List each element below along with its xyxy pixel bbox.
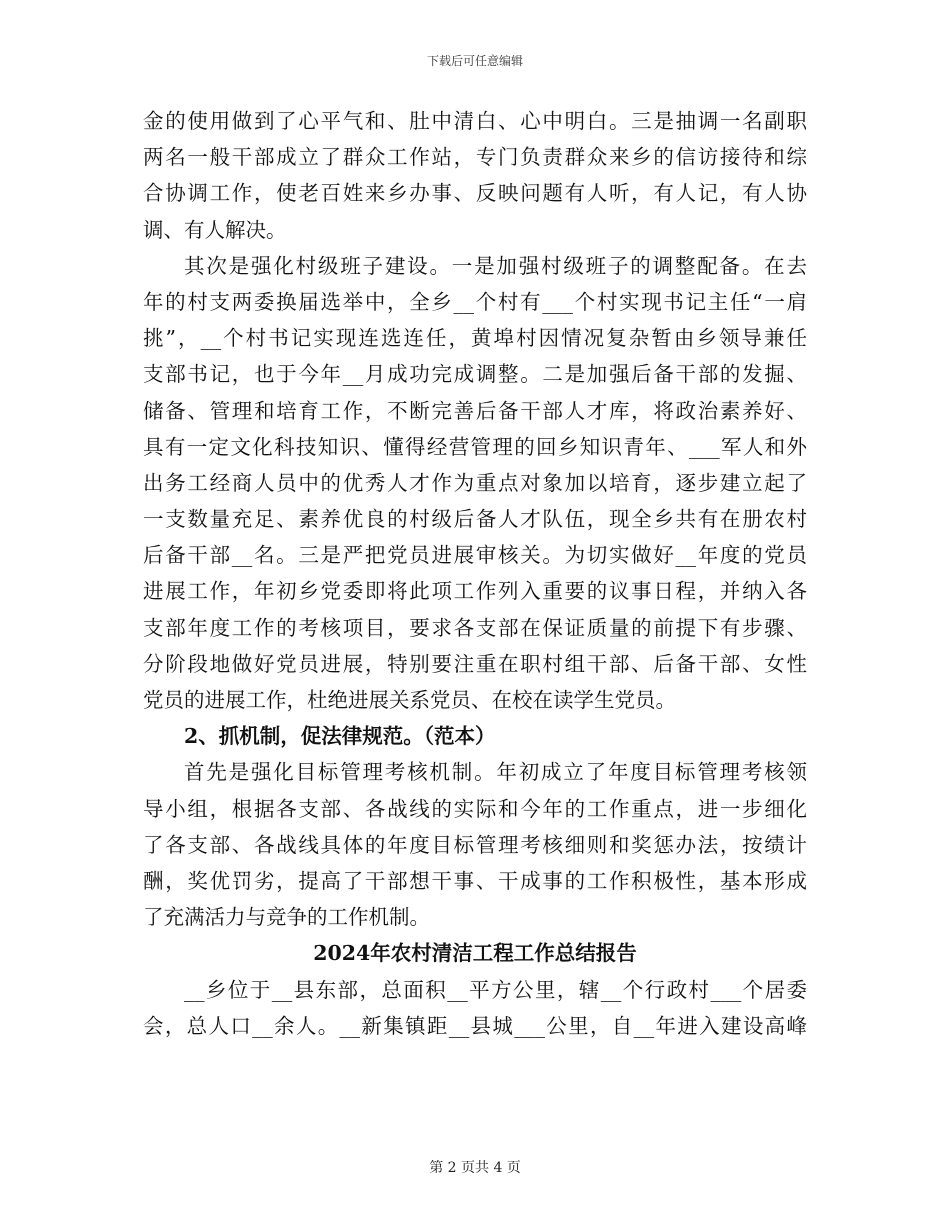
text-line: 进展工作，年初乡党委即将此项工作列入重要的议事日程，并纳入各 <box>143 579 807 604</box>
text-line: 支部书记，也于今年__月成功完成调整。二是加强后备干部的发掘、 <box>143 362 807 387</box>
text-line: 金的使用做到了心平气和、肚中清白、心中明白。三是抽调一名副职 <box>143 109 807 133</box>
text-line: 挑”，__个村书记实现连选连任，黄埠村因情况复杂暂由乡领导兼任 <box>143 326 807 351</box>
text-line: 出务工经商人员中的优秀人才作为重点对象加以培育，逐步建立起了 <box>143 470 807 495</box>
text-line: 党员的进展工作，杜绝进展关系党员、在校在读学生党员。 <box>143 688 676 712</box>
text-line: 具有一定文化科技知识、懂得经营管理的回乡知识青年、___军人和外 <box>143 434 807 459</box>
text-line: 两名一般干部成立了群众工作站，专门负责群众来乡的信访接待和综 <box>143 145 807 170</box>
page-footer: 第 2 页共 4 页 <box>429 1160 521 1176</box>
text-line: 酬，奖优罚劣，提高了干部想干事、干成事的工作积极性，基本形成 <box>143 868 807 893</box>
text-line: 储备、管理和培育工作，不断完善后备干部人才库，将政治素养好、 <box>143 398 807 423</box>
report-title: 2024年农村清洁工程工作总结报告 <box>313 941 637 966</box>
document-body <box>143 103 807 1044</box>
text-line: 调、有人解决。 <box>143 217 287 242</box>
text-line: 首先是强化目标管理考核机制。年初成立了年度目标管理考核领 <box>184 760 807 785</box>
page-header: 下载后可任意编辑 <box>426 54 523 68</box>
text-line: 支部年度工作的考核项目，要求各支部在保证质量的前提下有步骤、 <box>143 615 807 640</box>
text-line: 了各支部、各战线具体的年度目标管理考核细则和奖惩办法，按绩计 <box>143 832 807 857</box>
text-line: 后备干部__名。三是严把党员进展审核关。为切实做好__年度的党员 <box>143 543 807 568</box>
text-line: 合协调工作，使老百姓来乡办事、反映问题有人听，有人记，有人协 <box>143 181 807 206</box>
text-line: 一支数量充足、素养优良的村级后备人才队伍，现全乡共有在册农村 <box>143 507 807 532</box>
text-line: 其次是强化村级班子建设。一是加强村级班子的调整配备。在去 <box>184 253 807 278</box>
text-line: 了充满活力与竞争的工作机制。 <box>143 905 430 930</box>
section-heading: 2、抓机制，促法律规范。（范本） <box>184 724 496 749</box>
text-line: __乡位于__县东部，总面积__平方公里，辖__个行政村___个居委 <box>184 977 807 1002</box>
text-line: 年的村支两委换届选举中，全乡__个村有___个村实现书记主任“一肩 <box>143 289 807 314</box>
text-line: 分阶段地做好党员进展，特别要注重在职村组干部、后备干部、女性 <box>143 651 807 676</box>
text-line: 会，总人口__余人。__新集镇距__县城___公里，自__年进入建设高峰 <box>143 1013 807 1038</box>
text-line: 导小组，根据各支部、各战线的实际和今年的工作重点，进一步细化 <box>143 796 807 821</box>
